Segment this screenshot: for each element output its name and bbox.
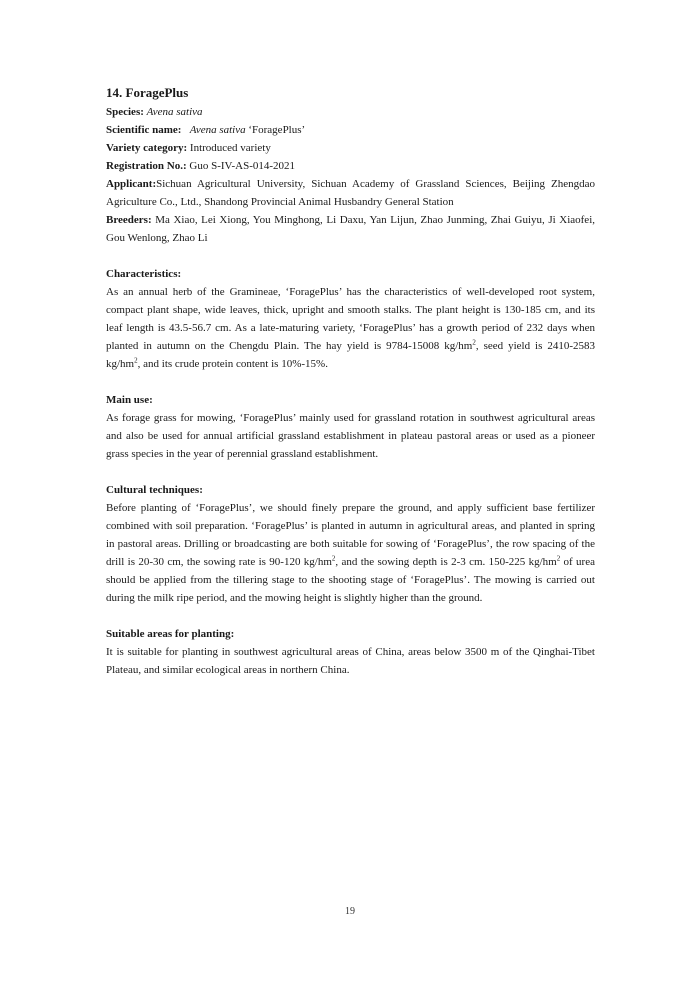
- scientific-name-line: [106, 121, 595, 139]
- applicant-label: Applicant:: [106, 178, 157, 190]
- cultural-techniques-section: [106, 481, 595, 607]
- suitable-areas-section: [106, 625, 595, 679]
- variety-category-value: Introduced variety: [189, 142, 271, 154]
- characteristics-text-part3: , and its crude protein content is 10%-15%.: [137, 358, 328, 370]
- superscript-2: 2: [134, 356, 138, 365]
- superscript-2: 2: [331, 554, 336, 563]
- registration-line: [106, 157, 595, 175]
- characteristics-section: [106, 265, 595, 373]
- characteristics-text-part1: As an annual herb of the Gramineae, ‘ForagePlus’ has the characteristics of well-developed root system, compact plant shape, wide leaves, thick, upright and smooth stalks. The plant height is 130-185 cm, and its leaf length is 43.5-56.7 cm. As a late-maturing variety, ‘ForagePlus’ has a growth period of 232 days when planted in autumn on the Chengdu Plain. The hay yield is 9784-15008 kg/hm: [106, 286, 595, 352]
- suitable-areas-text: It is suitable for planting in southwest agricultural areas of China, areas below 3500 m of the Qinghai-Tibet Plateau, and similar ecological areas in northern China.: [106, 646, 595, 676]
- cultural-techniques-text: [106, 499, 595, 607]
- page-number: 19: [345, 906, 355, 917]
- suitable-areas-heading: Suitable areas for planting:: [106, 628, 235, 640]
- superscript-2: 2: [472, 338, 476, 347]
- species-label: Species:: [106, 106, 144, 118]
- main-use-heading: Main use:: [106, 394, 153, 406]
- scientific-name-label: Scientific name:: [106, 124, 182, 136]
- breeders-line: [106, 211, 595, 247]
- variety-category-label: Variety category:: [106, 142, 188, 154]
- scientific-name-italic: Avena sativa: [189, 124, 246, 136]
- registration-label: Registration No.:: [106, 160, 187, 172]
- characteristics-text-part2: , seed yield is 2410-2583 kg/hm: [106, 340, 595, 370]
- entry-title: 14. ForagePlus: [106, 85, 189, 100]
- superscript-2: 2: [556, 554, 561, 563]
- characteristics-text: [106, 283, 595, 373]
- cultural-text-part1: Before planting of ‘ForagePlus’, we should finely prepare the ground, and apply sufficient base fertilizer combined with soil preparation. ‘ForagePlus’ is planted in autumn in agricultural areas, and planted in spring in pastoral areas. Drilling or broadcasting are both suitable for sowing of ‘ForagePlus’, the row spacing of the drill is 20-30 cm, the sowing rate is 90-120 kg/hm: [106, 502, 595, 568]
- document-page: [106, 84, 595, 679]
- main-use-section: [106, 391, 595, 463]
- characteristics-heading: Characteristics:: [106, 268, 182, 280]
- applicant-line: [106, 175, 595, 211]
- cultural-techniques-heading: Cultural techniques:: [106, 484, 203, 496]
- cultural-text-part3: of urea should be applied from the tillering stage to the shooting stage of ‘ForagePlus’. The mowing is carried out during the milk ripe period, and the mowing height is slightly higher than the ground.: [106, 556, 595, 604]
- species-line: [106, 103, 595, 121]
- main-use-text: As forage grass for mowing, ‘ForagePlus’ mainly used for grassland rotation in southwest agricultural areas and also be used for annual artificial grassland establishment in plateau pastoral areas or used as a pioneer grass species in the year of perennial grassland establishment.: [106, 412, 595, 460]
- scientific-name-cultivar: ‘ForagePlus’: [248, 124, 306, 136]
- registration-value: Guo S-IV-AS-014-2021: [189, 160, 296, 172]
- breeders-label: Breeders:: [106, 214, 152, 226]
- species-value: Avena sativa: [146, 106, 203, 118]
- applicant-value: Sichuan Agricultural University, Sichuan Academy of Grassland Sciences, Beijing Zhengdao Agriculture Co., Ltd., Shandong Provincial Animal Husbandry General Station: [106, 178, 595, 208]
- breeders-value: Ma Xiao, Lei Xiong, You Minghong, Li Daxu, Yan Lijun, Zhao Junming, Zhai Guiyu, Ji Xiaofei, Gou Wenlong, Zhao Li: [106, 214, 595, 244]
- variety-category-line: [106, 139, 595, 157]
- cultural-text-part2: , and the sowing depth is 2-3 cm. 150-225 kg/hm: [335, 556, 557, 568]
